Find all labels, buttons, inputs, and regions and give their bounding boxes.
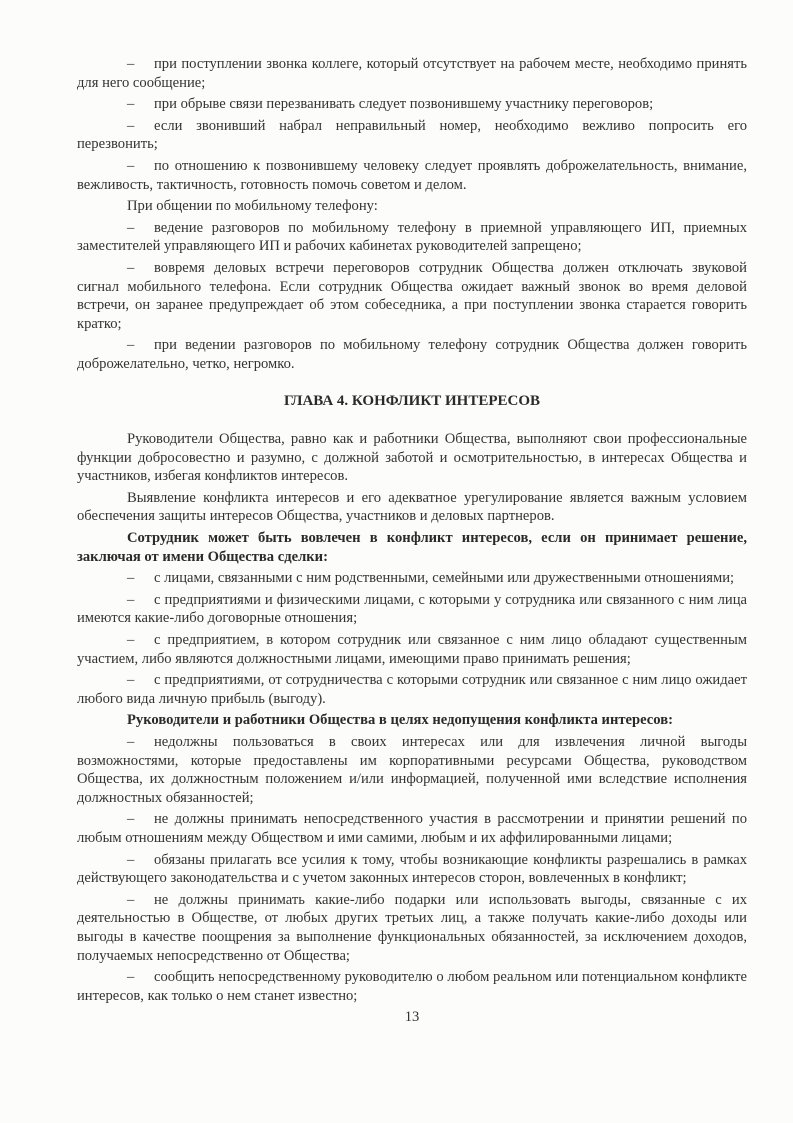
dash-bullet: – <box>127 851 135 868</box>
list-item: – ведение разговоров по мобильному телефону в приемной управляющего ИП, приемных заместителей управляющего ИП и рабочих кабинетах руководителей запрещено; <box>77 219 747 255</box>
list-item: – при ведении разговоров по мобильному телефону сотрудник Общества должен говорить доброжелательно, четко, негромко. <box>77 337 747 372</box>
list-item: – недолжны пользоваться в своих интересах или для извлечения личной выгоды возможностями, которые предоставлены им корпоративными ресурсами Общества, руководством Общества, их должностным положением и/или информацией, полученной ими вследствие исполнения должностных обязанностей; <box>77 734 747 806</box>
dash-bullet: – <box>127 570 135 587</box>
chapter-title: ГЛАВА 4. КОНФЛИКТ ИНТЕРЕСОВ <box>283 392 541 409</box>
bold-heading: Сотрудник может быть вовлечен в конфликт интересов, если он принимает решение, заключая от имени Общества сделки: <box>77 530 747 565</box>
list-item: – с лицами, связанными с ним родственными, семейными или дружественными отношениями; <box>127 570 735 587</box>
list-item: – с предприятиями и физическими лицами, с которыми у сотрудника или связанного с ним лица имеются какие-либо договорные отношения; <box>77 591 747 627</box>
dash-bullet: – <box>127 891 135 908</box>
paragraph: Руководители Общества, равно как и работники Общества, выполняют свои профессиональные функции добросовестно и разумно, с должной заботой и осмотрительностью, в интересах Общества и участников, избегая конфликтов интересов. <box>77 431 747 485</box>
list-item: – не должны принимать какие-либо подарки или использовать выгоды, связанные с их деятельностью в Обществе, от любых других третьих лиц, а также получать какие-либо доходы или выгоды в качестве поощрения за выполнение функциональных обязанностей, за исключением доходов, получаемых непосредственно от Общества; <box>77 891 747 964</box>
list-item: – вовремя деловых встречи переговоров сотрудник Общества должен отключать звуковой сигнал мобильного телефона. Если сотрудник Общества ожидает важный звонок во время деловой встречи, он заранее предупреждает об этом собеседника, а при поступлении звонка старается говорить кратко; <box>77 259 747 332</box>
list-item: – если звонивший набрал неправильный номер, необходимо вежливо попросить его перезвонить; <box>77 117 747 153</box>
section-conflict-of-interest <box>77 430 747 1005</box>
page-number: 13 <box>404 1009 420 1026</box>
list-item: – обязаны прилагать все усилия к тому, чтобы возникающие конфликты разрешались в рамках действующего законодательства и с учетом законных интересов сторон, вовлеченных в конфликт; <box>77 851 747 887</box>
list-item: – по отношению к позвонившему человеку следует проявлять доброжелательность, внимание, вежливость, тактичность, готовность помочь советом и делом. <box>77 157 747 193</box>
dash-bullet: – <box>127 632 135 649</box>
dash-bullet: – <box>127 591 135 608</box>
list-item: – при обрыве связи перезванивать следует позвонившему участнику переговоров; <box>127 96 654 113</box>
dash-bullet: – <box>127 117 135 134</box>
dash-bullet: – <box>127 96 135 113</box>
dash-bullet: – <box>127 219 135 236</box>
list-item: – с предприятиями, от сотрудничества с которыми сотрудник или связанное с ним лицо ожидает любого вида личную прибыль (выгоду). <box>77 672 747 707</box>
paragraph: Выявление конфликта интересов и его адекватное урегулирование является важным условием обеспечения защиты интересов Общества, участников и деловых партнеров. <box>77 489 747 525</box>
dash-bullet: – <box>127 672 135 689</box>
document-page <box>77 55 747 1027</box>
dash-bullet: – <box>127 734 135 750</box>
dash-bullet: – <box>127 157 135 174</box>
dash-bullet: – <box>127 56 135 72</box>
list-item: – при поступлении звонка коллеге, который отсутствует на рабочем месте, необходимо принять для него сообщение; <box>77 56 747 91</box>
mobile-intro: При общении по мобильному телефону: <box>127 198 378 215</box>
list-item: – с предприятием, в котором сотрудник или связанное с ним лицо обладают существенным участием, либо являются должностными лицами, имеющими право принимать решения; <box>77 632 747 667</box>
bold-heading: Руководители и работники Общества в целях недопущения конфликта интересов: <box>127 712 673 729</box>
dash-bullet: – <box>127 811 135 828</box>
dash-bullet: – <box>127 259 135 276</box>
list-item: – не должны принимать непосредственного участия в рассмотрении и принятии решений по любым отношениям между Обществом и ими самими, любым и их аффилированными лицами; <box>77 811 747 846</box>
list-item: – сообщить непосредственному руководителю о любом реальном или потенциальном конфликте интересов, как только о нем станет известно; <box>77 969 747 1004</box>
dash-bullet: – <box>127 969 135 986</box>
section-phone-etiquette <box>77 55 747 374</box>
dash-bullet: – <box>127 337 135 354</box>
